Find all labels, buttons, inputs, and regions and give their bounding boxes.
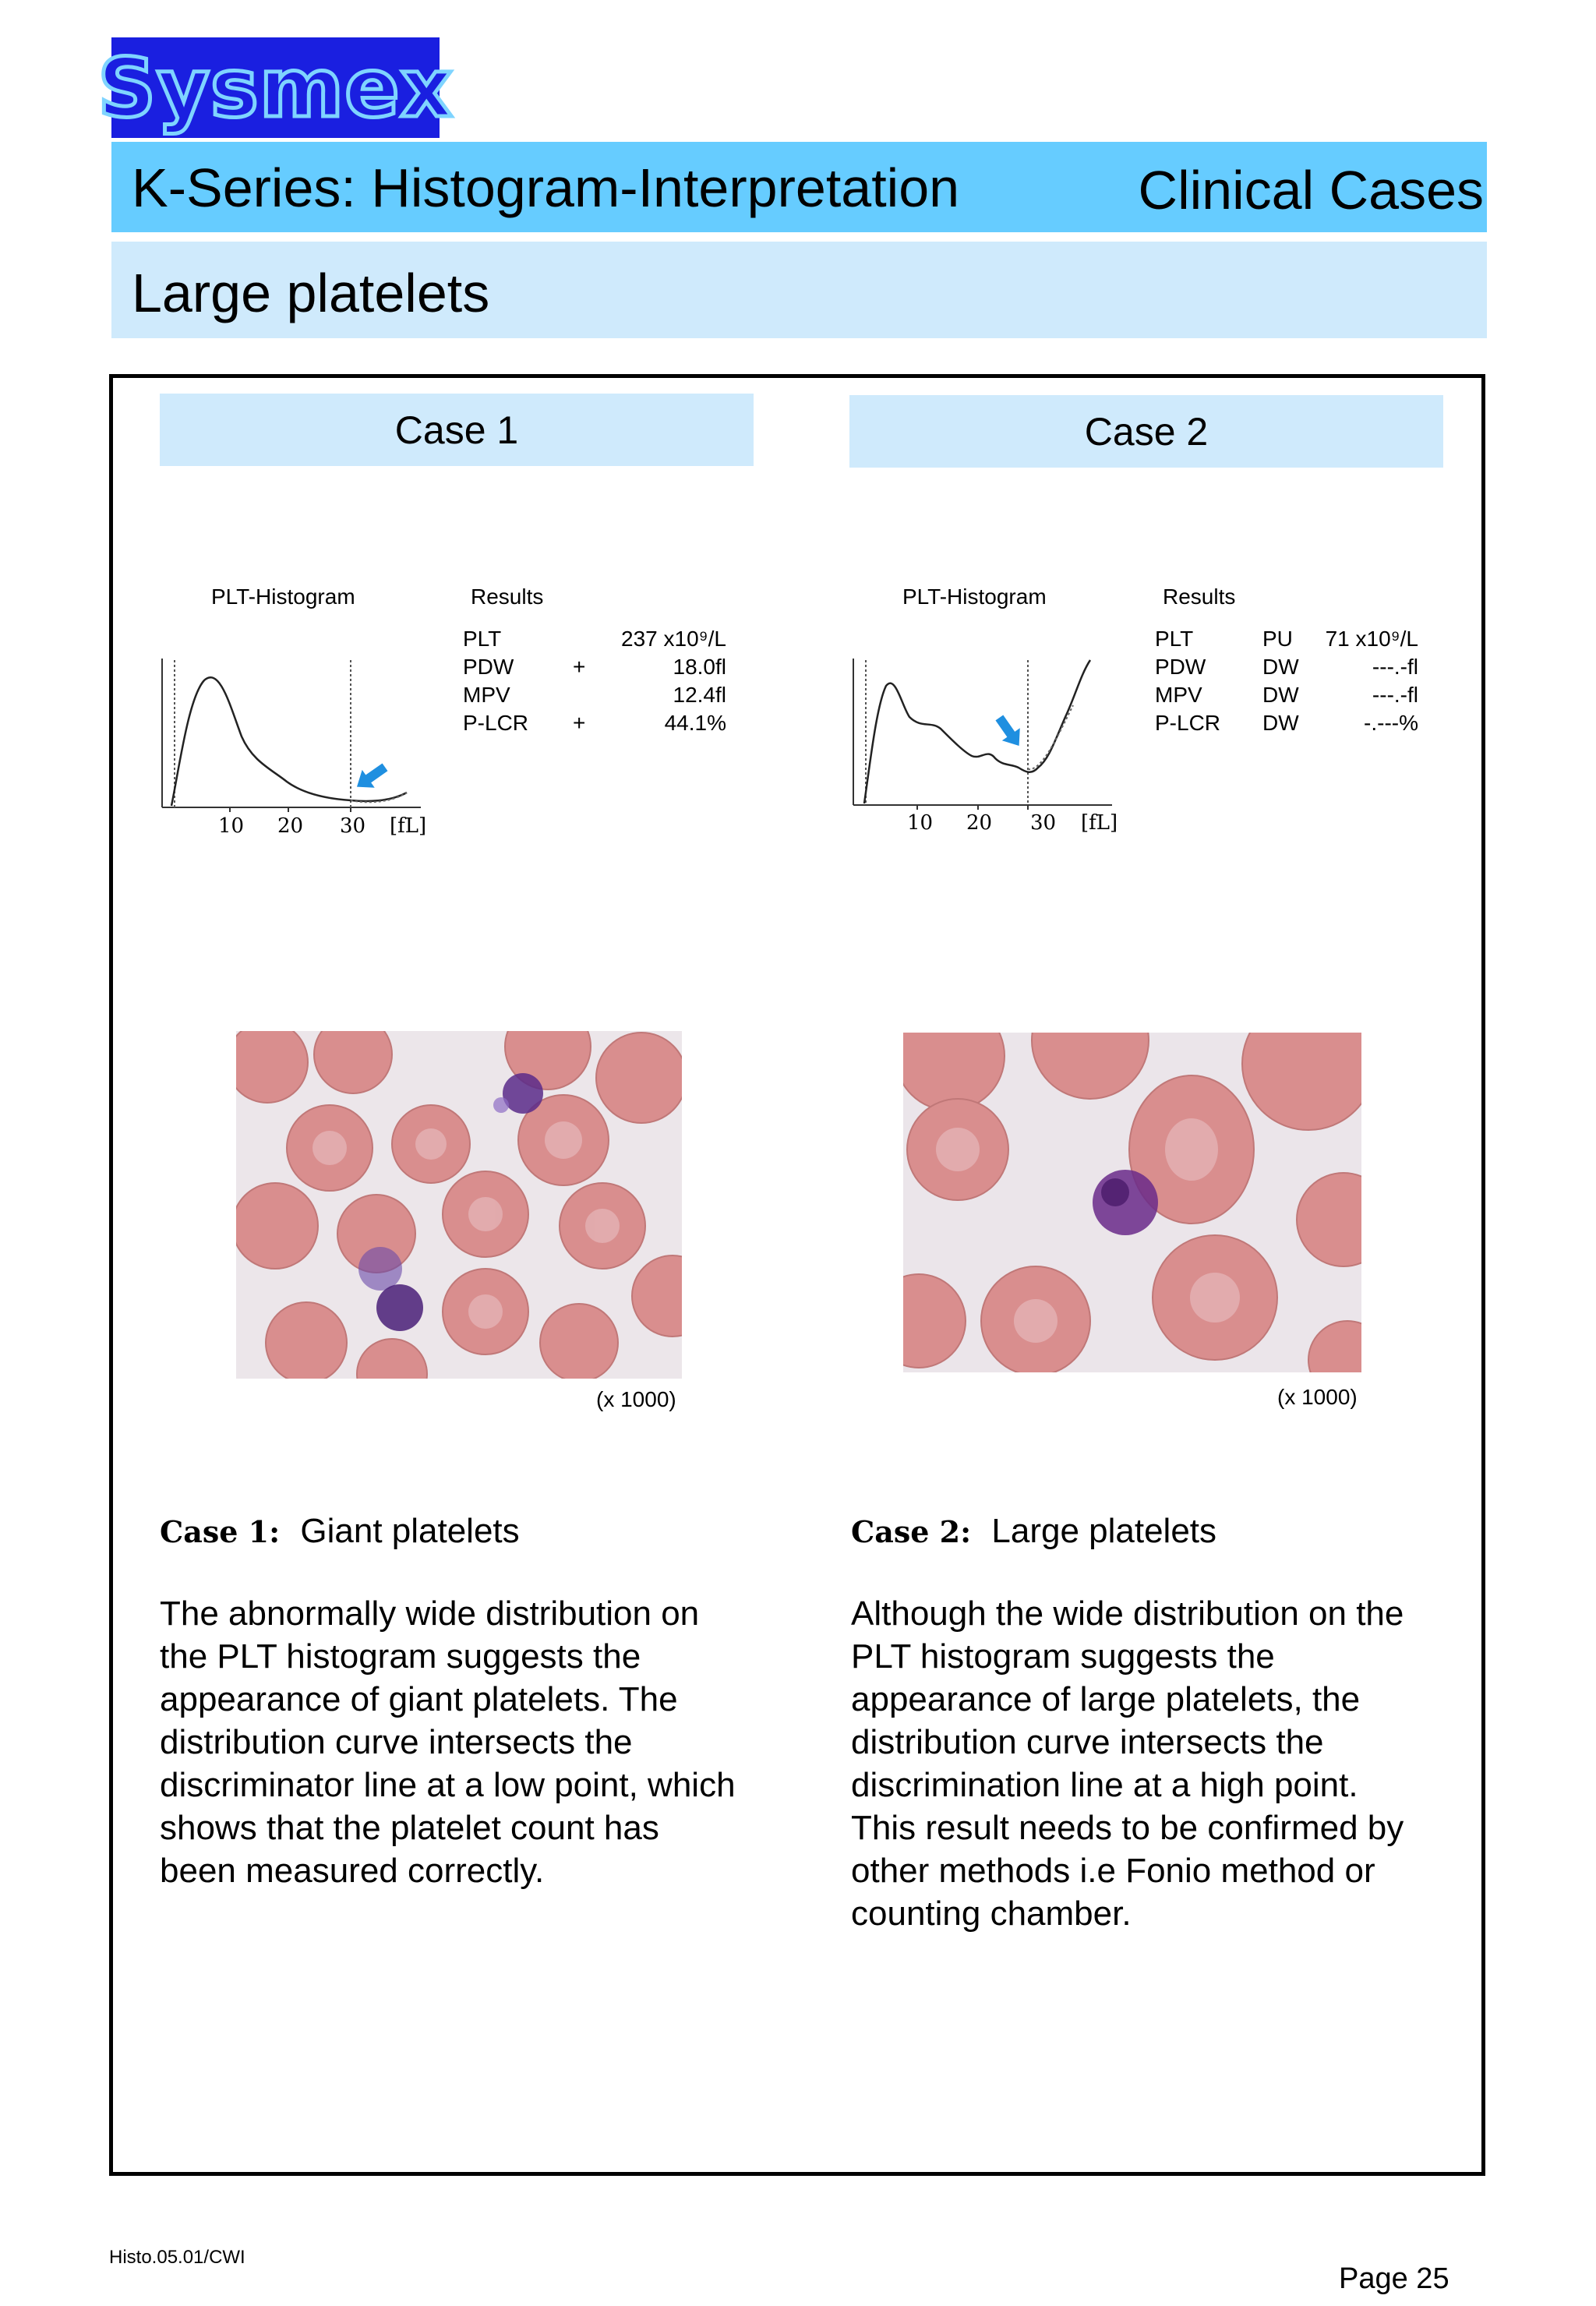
result-value: 71 x10⁹/L bbox=[1325, 627, 1418, 651]
result-param: MPV bbox=[1155, 683, 1202, 707]
result-row bbox=[1155, 681, 1418, 709]
case-2-description-title: Large platelets bbox=[991, 1512, 1217, 1550]
result-value: 237 x10⁹/L bbox=[621, 627, 726, 651]
result-value: 44.1% bbox=[664, 711, 726, 735]
axis-tick: 10 bbox=[218, 814, 245, 838]
result-param: PDW bbox=[463, 655, 514, 679]
axis-tick: 20 bbox=[966, 811, 993, 835]
histogram-curve bbox=[864, 660, 1090, 803]
result-value: 12.4fl bbox=[673, 683, 726, 707]
result-flag: PU bbox=[1262, 627, 1293, 651]
description-line: been measured correctly. bbox=[160, 1852, 545, 1890]
case-1-results-label: Results bbox=[471, 584, 544, 609]
description-line: The abnormally wide distribution on bbox=[160, 1594, 700, 1633]
result-row bbox=[463, 681, 726, 709]
sysmex-logo bbox=[97, 37, 454, 138]
result-param: P-LCR bbox=[463, 711, 529, 735]
result-row bbox=[1155, 653, 1418, 681]
result-value: ---.-fl bbox=[1372, 655, 1418, 679]
case-1-micrograph bbox=[236, 1031, 682, 1379]
case-2-results-label: Results bbox=[1163, 584, 1236, 609]
case-2-histogram-label: PLT-Histogram bbox=[902, 584, 1047, 609]
case-1-magnification: (x 1000) bbox=[596, 1387, 676, 1411]
platelet bbox=[1093, 1170, 1158, 1235]
content-panel bbox=[109, 374, 1485, 2176]
result-flag: DW bbox=[1262, 711, 1299, 735]
result-param: PDW bbox=[1155, 655, 1206, 679]
description-line: the PLT histogram suggests the bbox=[160, 1637, 641, 1676]
description-line: Although the wide distribution on the bbox=[851, 1594, 1404, 1633]
axis-tick: 20 bbox=[277, 814, 304, 838]
case-1-description-label: Case 1: bbox=[160, 1514, 281, 1549]
result-flag: DW bbox=[1262, 655, 1299, 679]
description-line: appearance of giant platelets. The bbox=[160, 1680, 678, 1718]
result-flag: DW bbox=[1262, 683, 1299, 707]
result-row bbox=[1155, 709, 1418, 737]
case-2-header: Case 2 bbox=[849, 395, 1443, 468]
result-row bbox=[463, 709, 726, 737]
description-line: discrimination line at a high point. bbox=[851, 1766, 1358, 1804]
result-row bbox=[463, 625, 726, 653]
description-line: This result needs to be confirmed by bbox=[851, 1809, 1404, 1847]
logo-text: Sysmex bbox=[97, 40, 454, 136]
result-row bbox=[1155, 625, 1418, 653]
description-line: counting chamber. bbox=[851, 1895, 1132, 1933]
result-value: 18.0fl bbox=[673, 655, 726, 679]
case-1-description-body bbox=[160, 1592, 775, 1892]
axis-tick: 10 bbox=[907, 811, 934, 835]
case-2-micrograph bbox=[903, 1033, 1361, 1372]
description-line: shows that the platelet count has bbox=[160, 1809, 659, 1847]
section-title: Clinical Cases bbox=[1138, 160, 1484, 221]
description-line: distribution curve intersects the bbox=[160, 1723, 633, 1761]
arrow-icon bbox=[351, 758, 391, 796]
case-1-histogram-label: PLT-Histogram bbox=[211, 584, 355, 609]
axis-tick: 30 bbox=[1030, 811, 1057, 835]
case-1-header: Case 1 bbox=[160, 394, 754, 466]
result-value: -.---% bbox=[1364, 711, 1418, 735]
axis-unit: [fL] bbox=[1081, 811, 1118, 835]
axis-tick: 30 bbox=[340, 814, 366, 838]
page-subtitle: Large platelets bbox=[132, 263, 490, 323]
result-param: PLT bbox=[463, 627, 502, 651]
page-title: K-Series: Histogram-Interpretation bbox=[132, 157, 960, 218]
case-1-description-heading bbox=[160, 1512, 752, 1551]
description-line: discriminator line at a low point, which bbox=[160, 1766, 736, 1804]
case-2-description-label: Case 2: bbox=[851, 1514, 972, 1549]
result-row bbox=[463, 653, 726, 681]
document-id: Histo.05.01/CWI bbox=[109, 2247, 245, 2268]
description-line: other methods i.e Fonio method or bbox=[851, 1852, 1375, 1890]
page-number: Page 25 bbox=[1339, 2262, 1449, 2295]
case-2-description-heading bbox=[851, 1512, 1443, 1551]
case-2-description-body bbox=[851, 1592, 1467, 1935]
case-2-results bbox=[1155, 625, 1418, 737]
arrow-icon bbox=[990, 712, 1028, 752]
description-line: appearance of large platelets, the bbox=[851, 1680, 1361, 1718]
case-1-results bbox=[463, 625, 726, 737]
description-line: PLT histogram suggests the bbox=[851, 1637, 1275, 1676]
result-flag: + bbox=[573, 711, 586, 735]
case-2-magnification: (x 1000) bbox=[1277, 1385, 1358, 1409]
subtitle-bar bbox=[111, 242, 1487, 338]
result-value: ---.-fl bbox=[1372, 683, 1418, 707]
case-1-axis bbox=[156, 814, 468, 846]
case-2-axis bbox=[847, 811, 1159, 842]
result-param: P-LCR bbox=[1155, 711, 1221, 735]
result-flag: + bbox=[573, 655, 586, 679]
title-bar bbox=[111, 142, 1487, 232]
axis-unit: [fL] bbox=[390, 814, 427, 838]
result-param: PLT bbox=[1155, 627, 1194, 651]
description-line: distribution curve intersects the bbox=[851, 1723, 1324, 1761]
result-param: MPV bbox=[463, 683, 510, 707]
case-1-description-title: Giant platelets bbox=[300, 1512, 520, 1550]
